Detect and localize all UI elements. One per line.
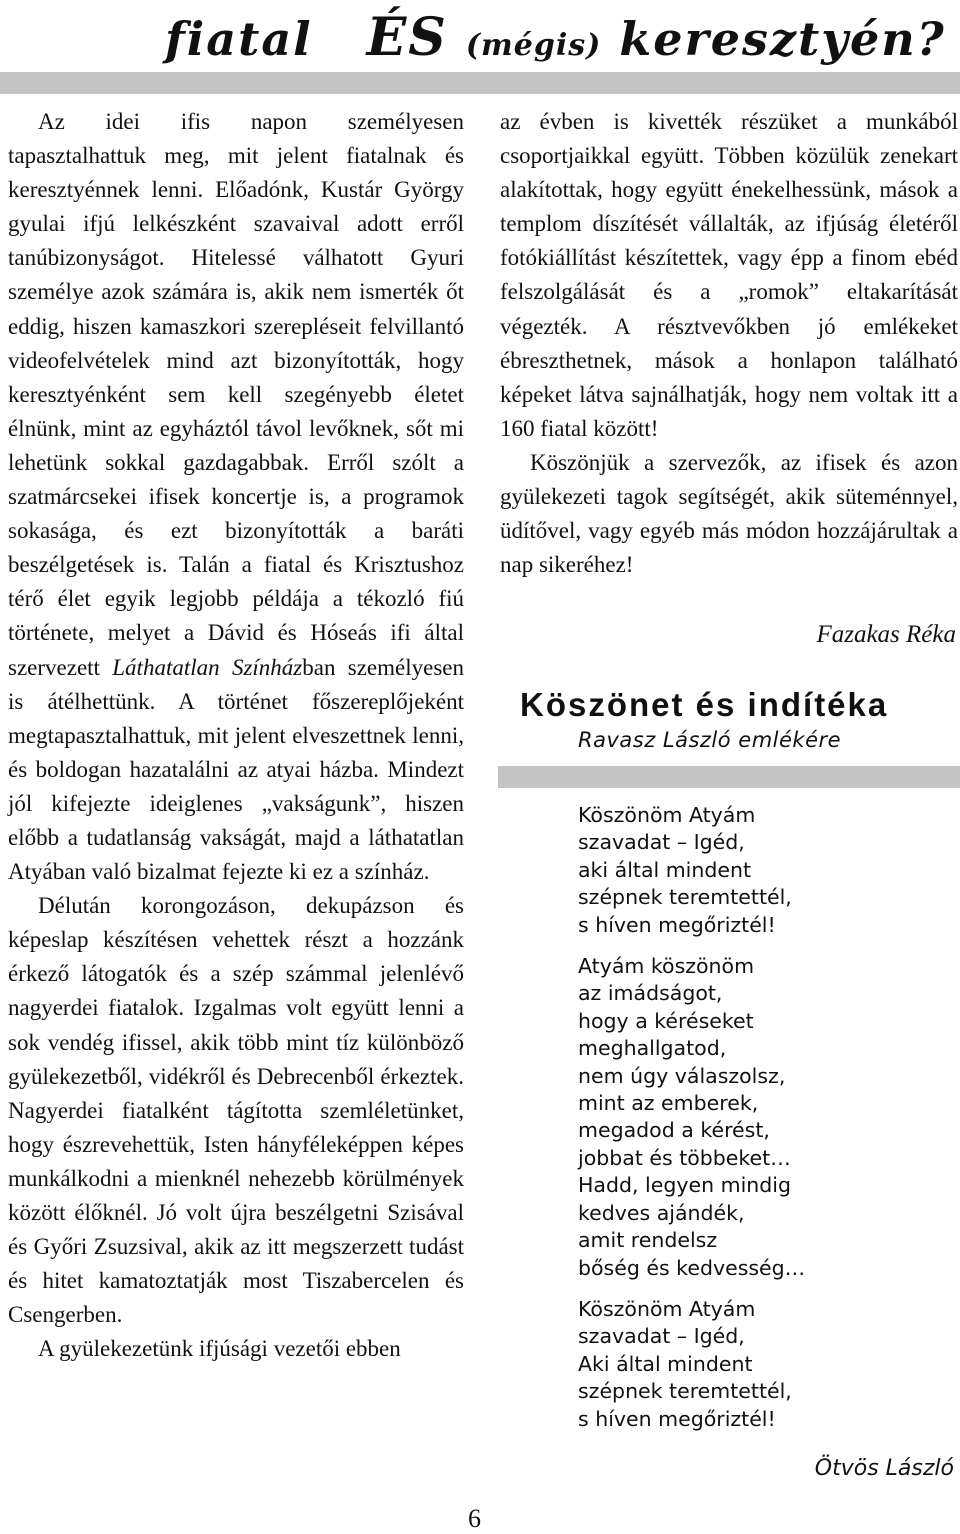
poem-line: amit rendelsz bbox=[578, 1228, 718, 1253]
poem-line: Aki által mindent bbox=[578, 1351, 753, 1376]
title-word-es: ÉS bbox=[366, 7, 448, 68]
poem-stanza bbox=[578, 1296, 948, 1433]
poem-line: mint az emberek, bbox=[578, 1091, 759, 1116]
poem-line: szépnek teremtettél, bbox=[578, 1379, 792, 1404]
poem-line: s híven megőriztél! bbox=[578, 1406, 776, 1431]
poem-line: nem úgy válaszolsz, bbox=[578, 1063, 786, 1088]
poem-line: hogy a kéréseket bbox=[578, 1008, 754, 1033]
poem-line: szavadat – Igéd, bbox=[578, 830, 745, 855]
article-paragraph: az évben is kivették részüket a munkából csoportjaikkal együtt. Többen közülük zenekart alakítottak, hogy együtt énekelhessünk, mások a templom díszítését vállalták, az ifjúság életéről fotókiállítást készítettek, vagy épp a finom ebéd felszolgálását és a „romok” eltakarítását végezték. A résztvevőkben jó emlékeket ébreszthetnek, mások a honlapon található képeket látva sajnálhatják, hogy nem voltak itt a 160 fiatal között! bbox=[500, 109, 958, 441]
article-right-column bbox=[500, 105, 958, 582]
page-title bbox=[165, 7, 946, 76]
poem-line: s híven megőriztél! bbox=[578, 912, 776, 937]
poem-subtitle: Ravasz László emlékére bbox=[578, 728, 842, 752]
poem-line: Atyám köszönöm bbox=[578, 954, 755, 979]
header-divider-band bbox=[0, 72, 960, 94]
article-paragraph: Délután korongozáson, dekupázson és képeslap készítésen vehettek részt a hozzánk érkező látogatók és a szép számmal jelenlévő nagyerdei fiatalok. Izgalmas volt együtt lenni a sok vendég ifissel, akik több mint tíz különböző gyülekezetből, vidékről és Debrecenből érkeztek. Nagyerdei fiatalként tágította szemléletünket, hogy észrevehettük, Isten hányféleképpen képes munkálkodni a mienknél nehezebb körülmények között élőknél. Jó volt újra beszélgetni Szisával és Győri Zsuzsival, akik az itt megszerzett tudást és hitet kamatoztatják most Tiszabercelen és Csengerben. bbox=[8, 893, 464, 1328]
poem-line: Köszönöm Atyám bbox=[578, 803, 756, 827]
poem-title: Köszönet és indítéka bbox=[520, 686, 889, 723]
article-paragraph: Köszönjük a szervezők, az ifisek és azon gyülekezeti tagok segítségét, akik süteménnyel, üdítővel, vagy egyéb más módon hozzájárultak a nap sikeréhez! bbox=[500, 449, 958, 578]
poem-line: szépnek teremtettél, bbox=[578, 885, 792, 910]
poem-line: bőség és kedvesség… bbox=[578, 1255, 806, 1280]
poem-line: az imádságot, bbox=[578, 981, 723, 1006]
title-word-megis: (mégis) bbox=[465, 28, 602, 63]
article-left-column bbox=[8, 105, 464, 1366]
poem-stanza bbox=[578, 802, 948, 939]
poem-line: megadod a kérést, bbox=[578, 1118, 770, 1143]
poem-divider-band bbox=[498, 766, 960, 788]
poem-line: meghallgatod, bbox=[578, 1036, 727, 1061]
title-word-keresztyen: keresztyén? bbox=[619, 12, 946, 66]
poem-line: kedves ajándék, bbox=[578, 1200, 745, 1225]
article-paragraph: A gyülekezetünk ifjúsági vezetői ebben bbox=[38, 1336, 401, 1362]
title-word-fiatal: fiatal bbox=[165, 12, 313, 66]
page-number: 6 bbox=[468, 1504, 481, 1533]
poem-line: Hadd, legyen mindig bbox=[578, 1173, 791, 1198]
poem-line: szavadat – Igéd, bbox=[578, 1324, 745, 1349]
italic-title: Láthatatlan Színház bbox=[112, 654, 303, 680]
poem-line: Köszönöm Atyám bbox=[578, 1296, 756, 1321]
poem-stanza bbox=[578, 953, 948, 1282]
article-author: Fazakas Réka bbox=[816, 621, 956, 648]
poem-line: jobbat és többeket… bbox=[578, 1145, 791, 1170]
poem-author: Ötvös László bbox=[814, 1456, 954, 1481]
article-paragraph: Az idei ifis napon személyesen tapasztalhattuk meg, mit jelent fiatalnak és keresztyénnek lenni. Előadónk, Kustár György gyulai ifjú lelkészként szavaival adott erről tanúbizonyságot. Hitelessé válhatott Gyuri személye azok számára is, akik nem ismerték őt eddig, hiszen kamaszkori szerepléseit felvillantó videofelvételek mind azt bizonyították, hogy keresztyénként sem kell szegényebb életet élnünk, mint az egyháztól távol levőknek, sőt mi lehetünk sokkal gazdagabbak. Erről szólt a szatmárcsekei ifisek koncertje is, a programok sokasága, és ezt bizonyították a baráti beszélgetések is. Talán a fiatal és Krisztushoz térő élet egyik legjobb példája a tékozló fiú története, melyet a Dávid és Hóseás ifi által szervezett Láthatatlan Színházban személyesen is átélhettünk. A történet főszereplőjeként megtapasztalhattuk, mit jelent elveszettnek lenni, és boldogan hazatalálni az atyai házba. Mindezt jól kifejezte ideiglenes „vakságunk”, hiszen előbb a tudatlanság vakságát, majd a láthatatlan Atyában való bizalmat fejezte ki ez a színház. bbox=[8, 109, 464, 885]
poem-line: aki által mindent bbox=[578, 857, 752, 882]
poem bbox=[578, 802, 948, 1447]
